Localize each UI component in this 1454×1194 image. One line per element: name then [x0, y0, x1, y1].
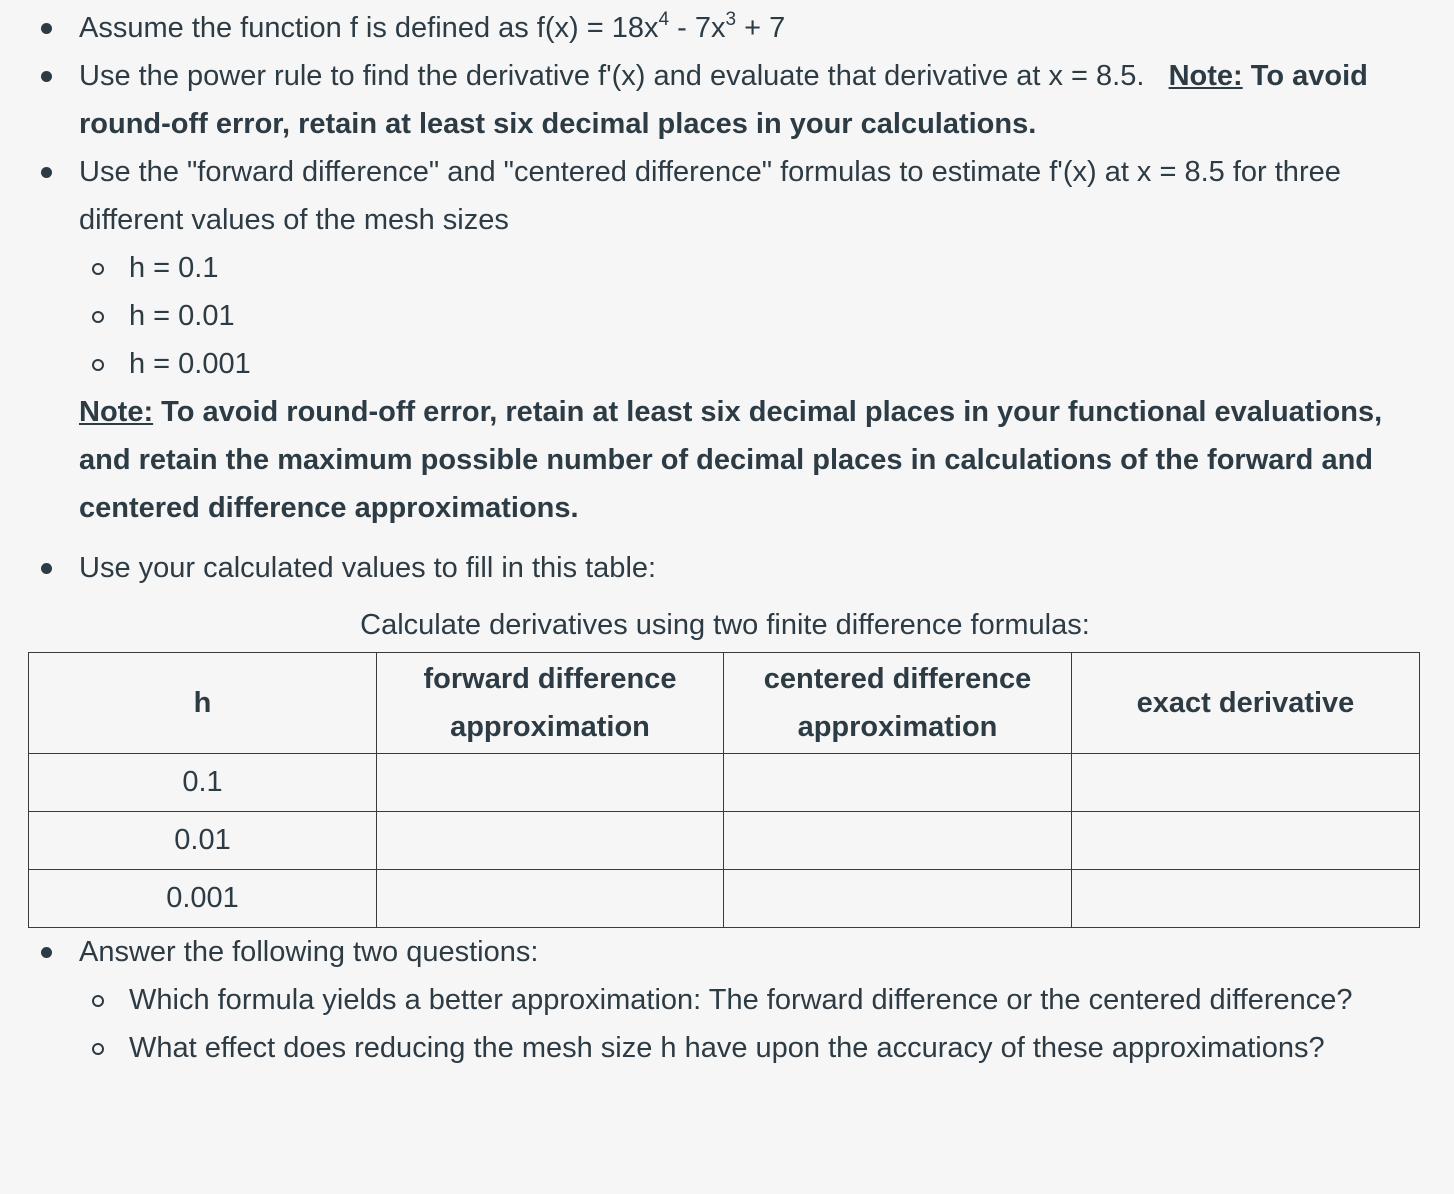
assignment-content: [0, 4, 1454, 1072]
bullet-finite-difference: [0, 148, 1454, 532]
cell-h: 0.1: [29, 754, 377, 812]
fill-table-text: Use your calculated values to fill in this table:: [79, 552, 657, 584]
question-item: What effect does reducing the mesh size h have upon the accuracy of these approximations?: [79, 1024, 1414, 1072]
cell-forward[interactable]: [377, 812, 724, 870]
questions-intro: Answer the following two questions:: [79, 936, 539, 968]
header-centered-line1: centered difference: [763, 663, 1032, 695]
mesh-size-item: h = 0.1: [79, 244, 1414, 292]
question-item: Which formula yields a better approximation: The forward difference or the centered difference?: [79, 976, 1414, 1024]
note-text: To avoid round-off error, retain at least six decimal places in your functional evaluations, and retain the maximum possible number of decimal places in calculations of the forward and centered difference approximations.: [79, 396, 1383, 524]
table-caption: Calculate derivatives using two finite difference formulas:: [360, 609, 1090, 641]
bullet-fill-table: [0, 544, 1454, 592]
derivative-table-block: [0, 601, 1454, 928]
cell-exact[interactable]: [1072, 870, 1420, 928]
power-rule-text: Use the power rule to find the derivative f'(x) and evaluate that derivative at x = 8.5.: [79, 60, 1145, 92]
header-h: h: [29, 653, 377, 754]
instruction-list: [0, 4, 1454, 592]
cell-forward[interactable]: [377, 870, 724, 928]
bullet-questions: [0, 928, 1454, 1072]
note-label: Note:: [1168, 60, 1243, 92]
header-forward: [377, 653, 724, 754]
exponent-4: 4: [658, 9, 670, 30]
mesh-size-item: h = 0.001: [79, 340, 1414, 388]
header-centered: [724, 653, 1072, 754]
header-exact: exact derivative: [1072, 653, 1420, 754]
cell-exact[interactable]: [1072, 812, 1420, 870]
table-row: [29, 812, 1420, 870]
cell-forward[interactable]: [377, 754, 724, 812]
header-centered-line2: approximation: [797, 711, 998, 743]
function-text-mid: - 7x: [669, 12, 726, 44]
derivative-table: [28, 652, 1420, 928]
table-row: [29, 754, 1420, 812]
cell-exact[interactable]: [1072, 754, 1420, 812]
finite-difference-text: Use the "forward difference" and "centered difference" formulas to estimate f'(x) at x = 8.5 for three different values of the mesh sizes: [79, 156, 1341, 236]
mesh-size-list: [79, 244, 1414, 388]
cell-centered[interactable]: [724, 754, 1072, 812]
note-text: To avoid round-off error, retain at least six decimal places in your calculations.: [79, 60, 1368, 140]
cell-h: 0.001: [29, 870, 377, 928]
bullet-function-definition: [0, 4, 1454, 52]
function-text-suffix: + 7: [736, 12, 786, 44]
table-row: [29, 870, 1420, 928]
table-header-row: [29, 653, 1420, 754]
bullet-power-rule: [0, 52, 1454, 148]
cell-h: 0.01: [29, 812, 377, 870]
roundoff-note: [79, 388, 1414, 532]
mesh-size-item: h = 0.01: [79, 292, 1414, 340]
cell-centered[interactable]: [724, 812, 1072, 870]
header-forward-line2: approximation: [450, 711, 650, 743]
header-forward-line1: forward difference: [423, 663, 677, 695]
questions-list: [0, 928, 1454, 1072]
question-items: [79, 976, 1414, 1072]
note-label: Note:: [79, 396, 154, 428]
cell-centered[interactable]: [724, 870, 1072, 928]
exponent-3: 3: [725, 9, 737, 30]
function-text: Assume the function f is defined as f(x) = 18x: [79, 12, 659, 44]
